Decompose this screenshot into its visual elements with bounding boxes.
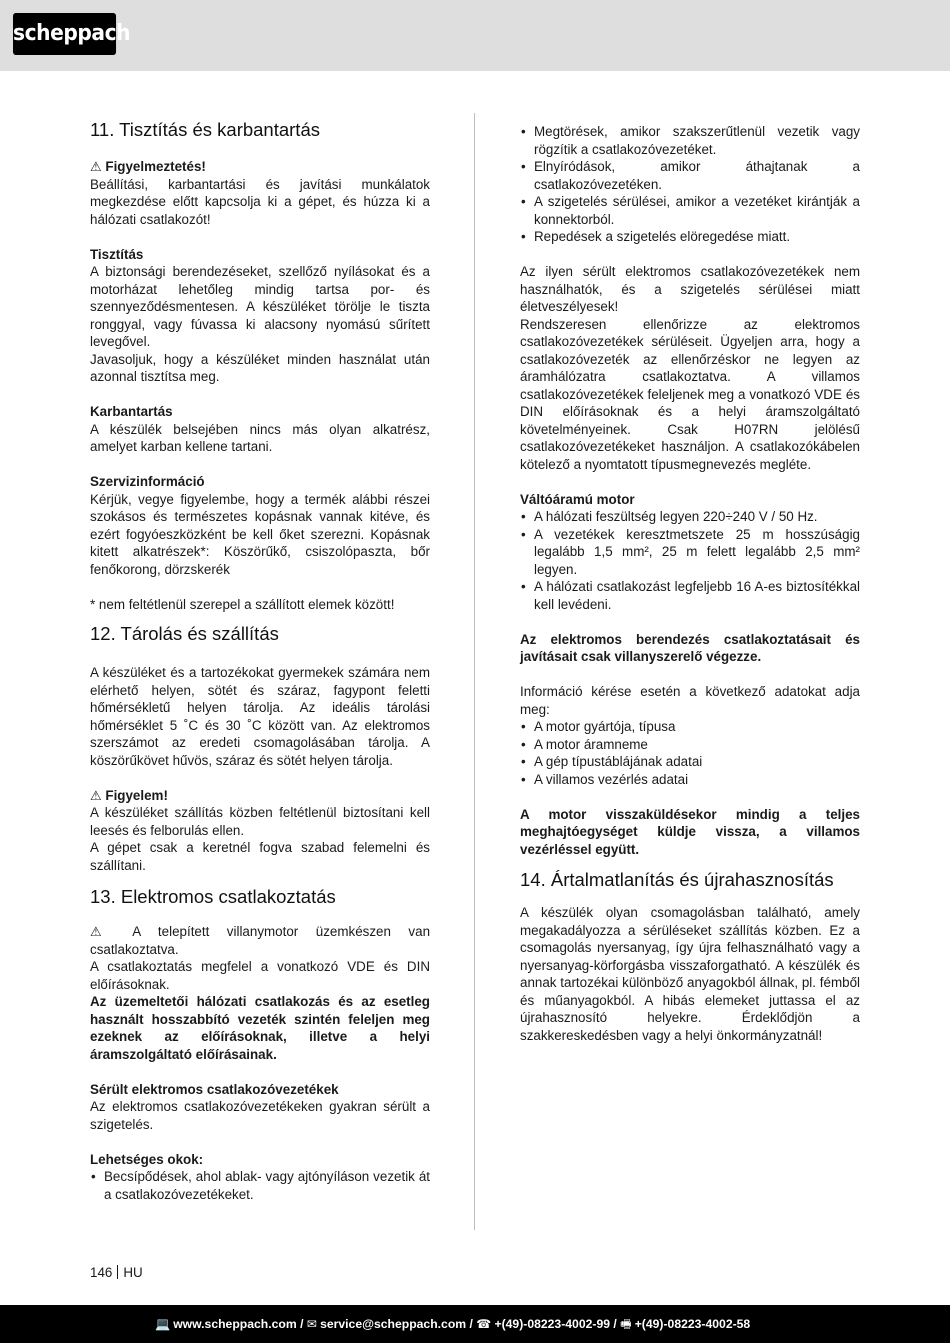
list-item: • A hálózati csatlakozást legfeljebb 16 A-es biztosítékkal kell levédeni. — [520, 578, 860, 613]
cleaning-text: A biztonsági berendezéseket, szellőző nyílásokat és a motorházat lehetőleg mindig tartsa por- és szennyeződésmentesen. A készüléket törölje le tiszta ronggyal, vagy fúvassa ki alacsony nyomású sűrített levegővel. — [90, 264, 430, 349]
caution-title: Figyelem! — [105, 787, 168, 803]
fax-number: +(49)-08223-4002-58 — [634, 1317, 751, 1331]
cleaning-title: Tisztítás — [90, 246, 144, 262]
transport-text: A készüléket szállítás közben feltétlenül biztosítani kell leesés és felborulás ellen. — [90, 805, 430, 838]
warning-icon: ⚠ — [90, 924, 116, 939]
list-item: • Repedések a szigetelés elöregedése miatt. — [520, 228, 860, 246]
info-list — [520, 718, 860, 788]
damaged-cables-check: Rendszeresen ellenőrizze az elektromos csatlakozóvezetékek sérüléseit. Ügyeljen arra, hogy a csatlakozóvezeték az ellenőrzéskor ne legyen az áramhálózatra csatlakoztatva. A villamos csatlakozóvezetékek feleljenek meg a vonatkozó VDE és DIN előírásoknak és a helyi áramszolgáltató követelményeinek. Csak H07RN jelölésű csatlakozóvezetékeket használjon. A csatlakozókábelen kötelező a nyomtatott típusmegnevezés megléte. — [520, 316, 860, 472]
electrical-text: A csatlakoztatás megfelel a vonatkozó VDE és DIN előírásoknak. — [90, 959, 430, 992]
service-text: Kérjük, vegye figyelembe, hogy a termék alábbi részei szokásos és természetes kopásnak vannak kitéve, és ezért fogyóeszközként be kell őket szerezni. Kopásnak kitett alkatrészek*: Köszörűkő, csiszolópaszta, bőr fenőkorong, dörzskerék — [90, 491, 430, 577]
electrical-text: ⚠ A telepített villanymotor üzemkészen van csatlakoztatva. — [90, 924, 431, 957]
section-13-title: 13. Elektromos csatlakoztatás — [90, 886, 336, 907]
disposal-text: A készülék olyan csomagolásban található, amely megakadályozza a sérüléseket szállítás közben. Ez a csomagolás nyersanyag, így újra felhasználható vagy a nyersanyag-körforgásba visszaforgatható. A készülék és annak tartozékai különböző anyagokból állnak, pl. fémből és műanyagokból. A hibás elemeket juttassa el az újrahasznosító helyekre. Érdeklődjön a szakkereskedésben vagy a helyi önkormányzatnál! — [520, 905, 860, 1043]
service-note: * nem feltétlenül szerepel a szállított elemek között! — [90, 596, 395, 612]
warning-title: Figyelmeztetés! — [105, 159, 206, 174]
maintenance-text: A készülék belsejében nincs más olyan alkatrész, amelyet karban kellene tartani. — [90, 421, 430, 454]
warning-text: Beállítási, karbantartási és javítási munkálatok megkezdése előtt kapcsolja ki a gépet, és húzza ki a hálózati csatlakozót! — [90, 176, 430, 227]
website-link[interactable]: www.scheppach.com — [173, 1317, 297, 1331]
electrical-requirement: Az üzemeltetői hálózati csatlakozás és az esetleg használt hosszabbító vezeték szintén feleljen meg ezeknek az előírásoknak, illetve a helyi áramszolgáltató előírásainak. — [90, 994, 430, 1062]
warning-block — [90, 158, 430, 176]
list-item: • A villamos vezérlés adatai — [520, 771, 860, 789]
computer-icon: 💻 — [155, 1317, 171, 1331]
footer-bar: 💻 www.scheppach.com / ✉ service@scheppach.com / ☎ +(49)-08223-4002-99 / 🖷 +(49)-08223-4002-58 — [0, 1305, 950, 1343]
section-11-title: 11. Tisztítás és karbantartás — [90, 119, 320, 140]
header-bar — [0, 0, 950, 71]
list-item: • A hálózati feszültség legyen 220÷240 V / 50 Hz. — [520, 508, 860, 526]
service-title: Szervizinformáció — [90, 474, 205, 489]
info-text: Információ kérése esetén a következő adatokat adja meg: — [520, 684, 860, 717]
section-12-title: 12. Tárolás és szállítás — [90, 623, 279, 644]
list-item: • Megtörések, amikor szakszerűtlenül vezetik vagy rögzítik a csatlakozóvezetéket. — [520, 123, 860, 158]
transport-text: A gépet csak a keretnél fogva szabad felemelni és szállítani. — [90, 840, 430, 873]
column-divider — [474, 113, 475, 1230]
warning-icon: ⚠ — [90, 787, 102, 803]
causes-title: Lehetséges okok: — [90, 1151, 204, 1167]
list-item: • Elnyíródások, amikor áthajtanak a csatlakozóvezetéken. — [520, 158, 860, 193]
email-link[interactable]: service@scheppach.com — [320, 1317, 467, 1331]
list-item: • Becsípődések, ahol ablak- vagy ajtónyíláson vezetik át a csatlakozóvezetékeket. — [90, 1168, 430, 1203]
list-item: • A motor gyártója, típusa — [520, 718, 860, 736]
damaged-cables-title: Sérült elektromos csatlakozóvezetékek — [90, 1081, 339, 1097]
warning-icon: ⚠ — [90, 159, 102, 174]
page-number: 146 HU — [90, 1265, 143, 1280]
right-column — [520, 123, 860, 1044]
list-item: • A vezetékek keresztmetszete 25 m hosszúságig legalább 1,5 mm², 25 m felett legalább 2,5 mm² legyen. — [520, 526, 860, 579]
maintenance-title: Karbantartás — [90, 404, 173, 419]
phone-number: +(49)-08223-4002-99 — [494, 1317, 610, 1331]
cleaning-text: Javasoljuk, hogy a készüléket minden használat után azonnal tisztítsa meg. — [90, 351, 430, 384]
fax-icon: 🖷 — [620, 1317, 632, 1331]
ac-motor-title: Váltóáramú motor — [520, 491, 635, 507]
causes-list — [520, 123, 860, 246]
list-item: • A szigetelés sérülései, amikor a vezetéket kirántják a konnektorból. — [520, 193, 860, 228]
caution-block — [90, 787, 430, 805]
left-column — [90, 118, 430, 1203]
damaged-cables-text: Az elektromos csatlakozóvezetékeken gyakran sérült a szigetelés. — [90, 1099, 430, 1132]
storage-text: A készüléket és a tartozékokat gyermekek számára nem elérhető helyen, sötét és száraz, fagypont feletti hőmérsékletű helyen tárolja. Az ideális tárolási hőmérséklet 5 ˚C és 30 ˚C között van. Az elektromos szerszámot az eredeti csomagolásában tárolja. A köszörűkövet hűvös, száraz és sötét helyen tárolja. — [90, 665, 430, 768]
ac-motor-list — [520, 508, 860, 613]
damaged-cables-warning: Az ilyen sérült elektromos csatlakozóvezetékek nem használhatók, és a szigetelés sérülései miatt életveszélyesek! — [520, 264, 860, 314]
phone-icon: ☎ — [476, 1317, 492, 1331]
section-14-title: 14. Ártalmatlanítás és újrahasznosítás — [520, 869, 834, 890]
return-note: A motor visszaküldésekor mindig a teljes meghajtóegységet küldje vissza, a villamos vezérléssel együtt. — [520, 806, 860, 857]
list-item: • A gép típustáblájának adatai — [520, 753, 860, 771]
scheppach-logo: scheppach — [13, 13, 116, 55]
list-item: • A motor áramneme — [520, 736, 860, 754]
causes-list — [90, 1168, 430, 1203]
mail-icon: ✉ — [306, 1317, 318, 1331]
electrician-note: Az elektromos berendezés csatlakoztatásait és javításait csak villanyszerelő végezze. — [520, 631, 860, 664]
